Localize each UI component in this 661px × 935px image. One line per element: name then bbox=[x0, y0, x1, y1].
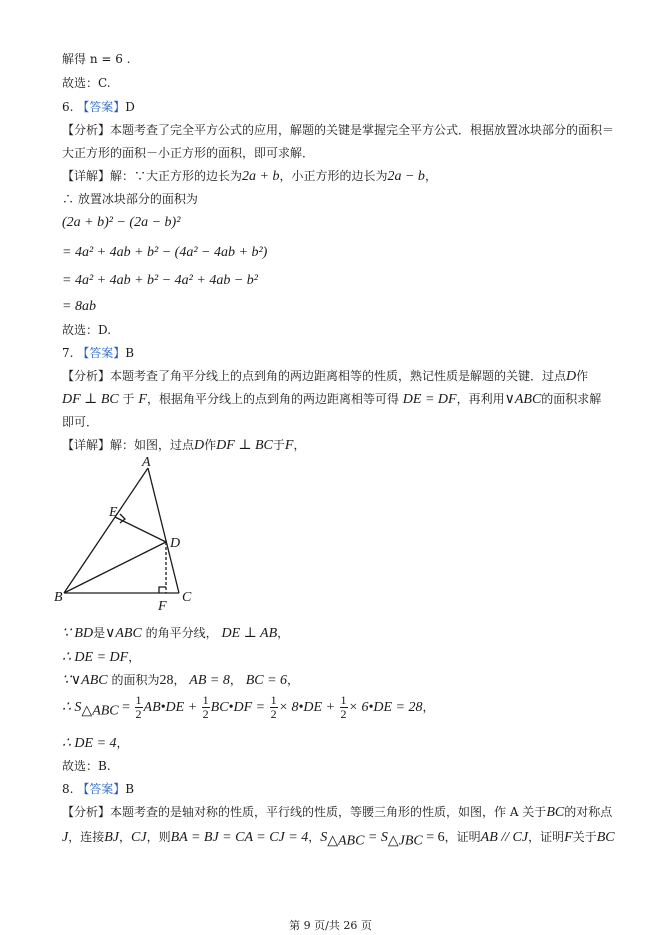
q7-analysis-2 bbox=[62, 390, 601, 409]
text: ，根据角平分线上的点到角的两边距离相等可得 bbox=[146, 392, 399, 406]
math: DE ⊥ AB bbox=[221, 626, 278, 641]
text: 于 bbox=[122, 392, 135, 406]
q7-step-3 bbox=[62, 671, 299, 690]
text: ， bbox=[293, 438, 306, 452]
math: CJ bbox=[131, 830, 147, 845]
q7-analysis-3 bbox=[62, 413, 98, 431]
q7-step-1 bbox=[62, 624, 289, 643]
math: BC = 6 bbox=[245, 673, 288, 688]
math: = 4a² + 4ab + b² − (4a² − 4ab + b²) bbox=[62, 245, 268, 260]
q6-analysis-2 bbox=[62, 144, 314, 162]
text: ， bbox=[116, 736, 129, 750]
math-subscript: △ABC bbox=[81, 703, 119, 719]
text: 【分析】本题考查了完全平方公式的应用，解题的关键是掌握完全平方公式．根据放置冰块部分的面积＝ bbox=[62, 123, 615, 137]
math: = S bbox=[364, 830, 388, 845]
text: 【详解】解：∵大正方形的边长为 bbox=[62, 169, 243, 183]
text: 即可． bbox=[62, 415, 99, 429]
text: ， bbox=[424, 169, 437, 183]
text: 【分析】本题考查了角平分线上的点到角的两边距离相等的性质，熟记性质是解题的关键．过点 bbox=[62, 369, 567, 383]
math: ∴ DE = DF bbox=[62, 650, 129, 665]
side-ab bbox=[64, 468, 148, 593]
text: ∴ 放置冰块部分的面积为 bbox=[62, 192, 198, 206]
q6-eq-2 bbox=[62, 244, 267, 262]
text: ，则 bbox=[146, 830, 171, 844]
answer-tag: 【答案】 bbox=[77, 346, 126, 360]
q7-step-4 bbox=[62, 692, 435, 726]
q7-detail bbox=[62, 436, 305, 455]
text: ， bbox=[287, 673, 300, 687]
math: = 6 bbox=[422, 830, 445, 845]
math: 28 bbox=[159, 673, 174, 688]
text: 的对称点 bbox=[564, 805, 613, 819]
text: ，连接 bbox=[68, 830, 105, 844]
label-c: C bbox=[182, 590, 192, 605]
page-footer: 第 9 页/共 26 页 bbox=[289, 919, 372, 932]
label-e: E bbox=[109, 505, 118, 520]
q8-analysis-2 bbox=[62, 828, 615, 850]
math: AB = 8 bbox=[189, 673, 230, 688]
text: 【详解】解：如图，过点 bbox=[62, 438, 195, 452]
text: ， bbox=[277, 626, 290, 640]
text: 的面积为 bbox=[111, 673, 160, 687]
math: ∵ BD bbox=[62, 626, 94, 641]
math-subscript: △ABC bbox=[327, 833, 365, 849]
text: ，证明 bbox=[528, 830, 565, 844]
math: ∵∨ABC bbox=[62, 673, 108, 688]
text: 的面积求解 bbox=[541, 392, 602, 406]
text: 故选：B. bbox=[62, 759, 111, 773]
text: 解得 n = 6 . bbox=[62, 52, 131, 66]
numerator: 1 bbox=[270, 693, 277, 707]
label-b: B bbox=[54, 590, 63, 605]
math: = 8ab bbox=[62, 299, 96, 314]
math: F bbox=[564, 830, 573, 845]
question-number: 7. bbox=[62, 346, 74, 360]
text: ，证明 bbox=[444, 830, 481, 844]
math: BC•DF = bbox=[210, 700, 269, 715]
math: BC bbox=[596, 830, 615, 845]
math: D bbox=[566, 369, 577, 384]
q7-choice bbox=[62, 757, 111, 775]
q7-answer bbox=[62, 344, 134, 362]
q6-eq-3 bbox=[62, 272, 258, 290]
right-angle-mark-f bbox=[159, 587, 166, 593]
math: 2a − b bbox=[387, 169, 425, 184]
math-subscript: △JBC bbox=[387, 833, 423, 849]
q7-analysis bbox=[62, 367, 588, 386]
math: 2a + b bbox=[242, 169, 280, 184]
q6-so bbox=[62, 190, 198, 208]
text: ， bbox=[128, 650, 141, 664]
text: ， bbox=[308, 830, 321, 844]
math: S bbox=[320, 830, 328, 845]
text: 的角平分线， bbox=[145, 626, 218, 640]
math: AB // CJ bbox=[480, 830, 529, 845]
math: ∨ABC bbox=[105, 626, 142, 641]
text: 于 bbox=[272, 438, 285, 452]
denominator: 2 bbox=[340, 707, 347, 721]
fraction bbox=[202, 694, 210, 721]
q7-step-2 bbox=[62, 648, 140, 667]
text: ， bbox=[173, 673, 186, 687]
math: ∴ S bbox=[62, 700, 82, 715]
math: J bbox=[62, 830, 69, 845]
math: F bbox=[284, 438, 294, 453]
math: D bbox=[194, 438, 205, 453]
label-a: A bbox=[142, 456, 151, 470]
math: AB•DE + bbox=[143, 700, 201, 715]
solution-line bbox=[62, 50, 131, 68]
numerator: 1 bbox=[202, 693, 209, 707]
denominator: 2 bbox=[202, 707, 209, 721]
text: 关于 bbox=[572, 830, 597, 844]
math: BA = BJ = CA = CJ = 4 bbox=[170, 830, 309, 845]
fraction bbox=[270, 694, 278, 721]
answer-tag: 【答案】 bbox=[77, 782, 126, 796]
q8-answer bbox=[62, 780, 134, 798]
text: ，小正方形的边长为 bbox=[279, 169, 388, 183]
math: = bbox=[118, 700, 134, 715]
answer-tag: 【答案】 bbox=[77, 100, 126, 114]
math: DF ⊥ BC bbox=[62, 392, 119, 407]
math: ∨ABC bbox=[504, 392, 542, 407]
q6-answer bbox=[62, 98, 135, 116]
side-ac bbox=[148, 468, 179, 593]
denominator: 2 bbox=[135, 707, 142, 721]
math: (2a + b)² − (2a − b)² bbox=[62, 215, 181, 230]
answer-choice-line bbox=[62, 74, 111, 92]
label-f: F bbox=[158, 599, 167, 614]
question-number: 8. bbox=[62, 782, 74, 796]
text: ， bbox=[422, 700, 435, 714]
numerator: 1 bbox=[135, 693, 142, 707]
math: ∴ DE = 4 bbox=[62, 736, 117, 751]
text: ，再利用 bbox=[456, 392, 505, 406]
math: F bbox=[138, 392, 147, 407]
text: 故选：D. bbox=[62, 323, 112, 337]
math: × 8•DE + bbox=[278, 700, 339, 715]
text: ， bbox=[119, 830, 132, 844]
math: DF ⊥ BC bbox=[216, 438, 273, 453]
text: 【分析】本题考查的是轴对称的性质，平行线的性质，等腰三角形的性质，如图，作 A 关于 bbox=[62, 805, 547, 819]
segment-bd bbox=[64, 542, 166, 593]
denominator: 2 bbox=[270, 707, 277, 721]
answer-value: B bbox=[125, 346, 135, 360]
text: 大正方形的面积－小正方形的面积，即可求解． bbox=[62, 146, 315, 160]
fraction bbox=[135, 694, 143, 721]
text: 是 bbox=[93, 626, 106, 640]
text: ， bbox=[229, 673, 242, 687]
q7-step-5 bbox=[62, 734, 129, 753]
question-number: 6. bbox=[62, 100, 74, 114]
triangle-figure bbox=[52, 456, 212, 616]
q8-analysis bbox=[62, 803, 612, 822]
label-d: D bbox=[170, 536, 181, 551]
q6-choice bbox=[62, 321, 111, 339]
text: 故选：C. bbox=[62, 76, 111, 90]
numerator: 1 bbox=[340, 693, 347, 707]
math: BJ bbox=[104, 830, 119, 845]
fraction bbox=[340, 694, 348, 721]
q6-analysis bbox=[62, 121, 614, 139]
q6-eq-4 bbox=[62, 298, 96, 316]
math: BC bbox=[546, 805, 565, 820]
answer-value: B bbox=[125, 782, 135, 796]
answer-value: D bbox=[125, 100, 135, 114]
math: DE = DF bbox=[402, 392, 457, 407]
q6-detail bbox=[62, 167, 437, 186]
math: = 4a² + 4ab + b² − 4a² + 4ab − b² bbox=[62, 273, 258, 288]
text: 作 bbox=[576, 369, 589, 383]
math: × 6•DE = 28 bbox=[348, 700, 423, 715]
text: 作 bbox=[204, 438, 217, 452]
q6-eq-1 bbox=[62, 214, 180, 232]
